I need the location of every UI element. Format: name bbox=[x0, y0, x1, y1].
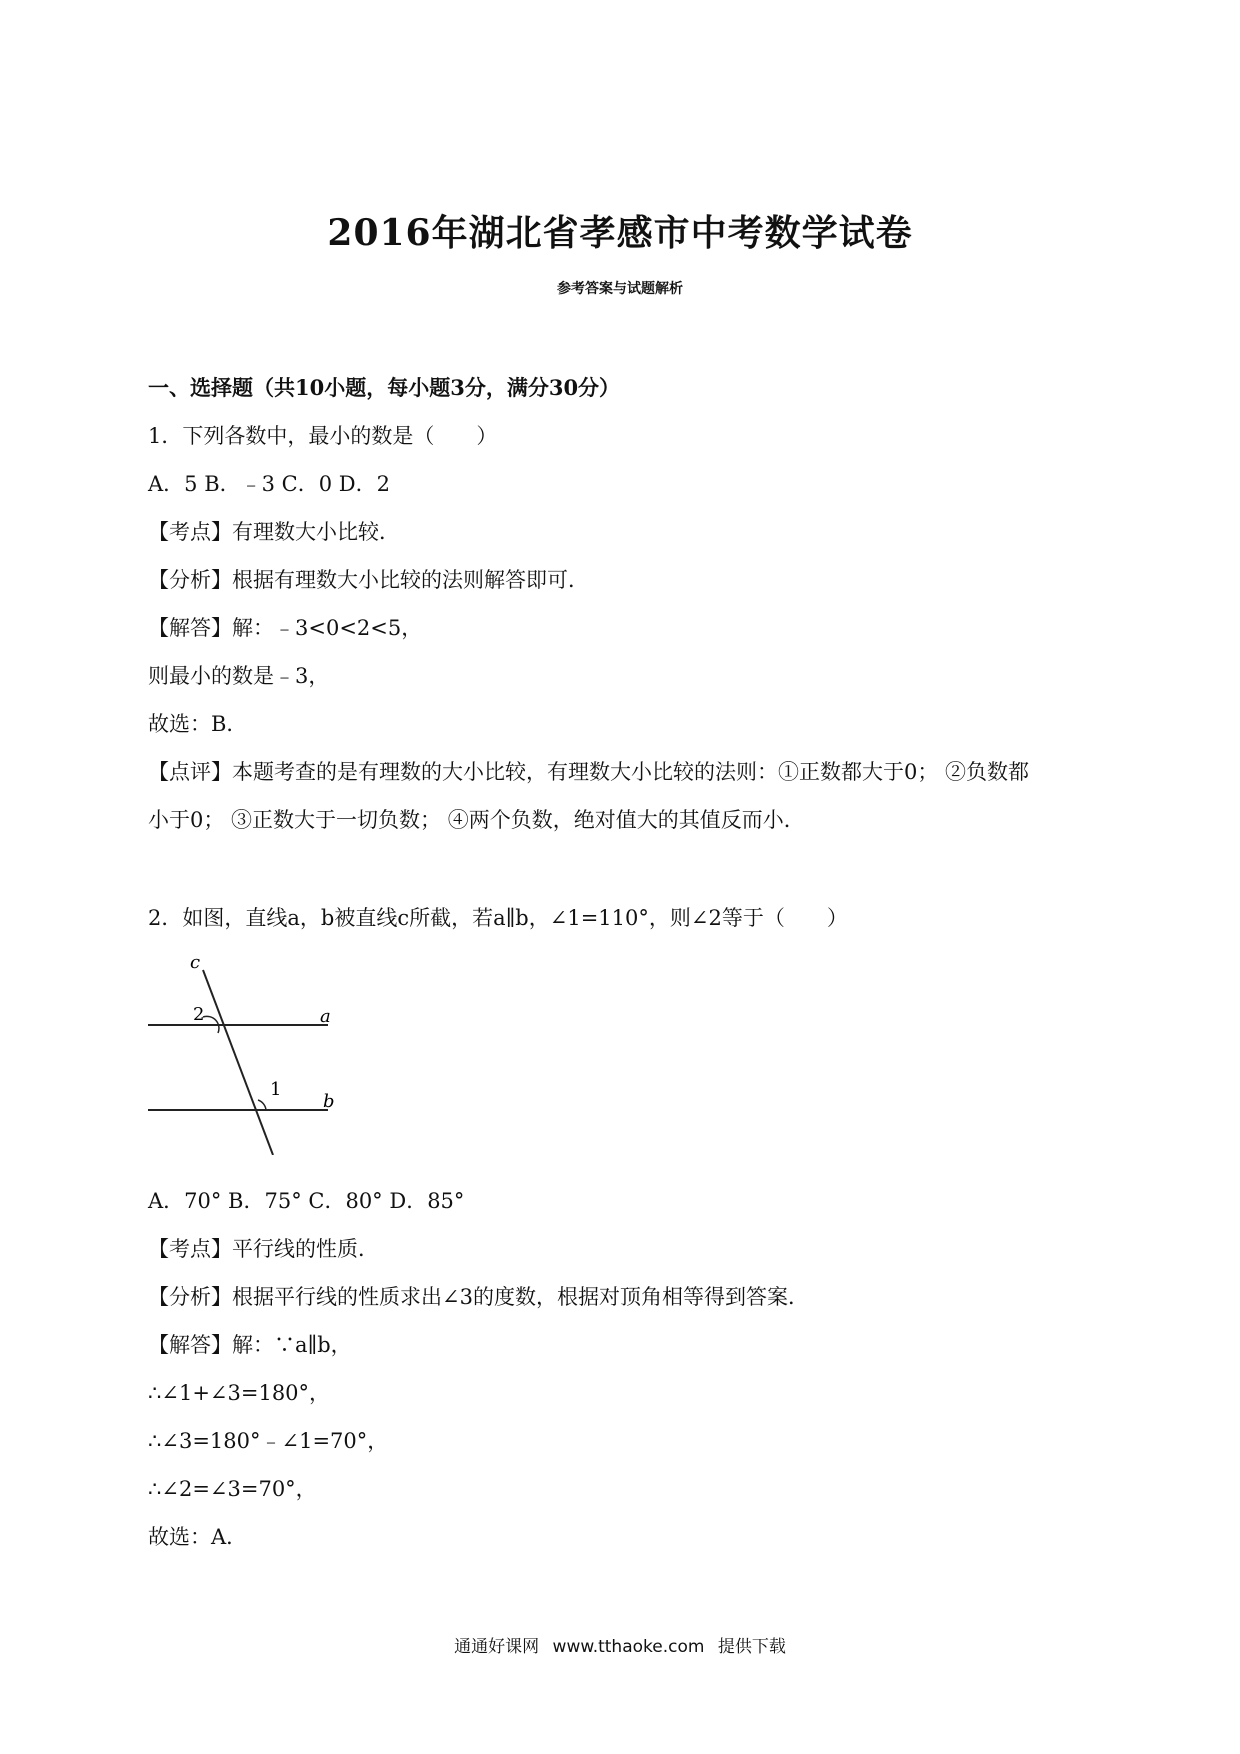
q2-kaodian: 【考点】平行线的性质． bbox=[148, 1237, 379, 1261]
q2-step1: ∴∠1+∠3=180°， bbox=[148, 1381, 331, 1405]
footer-site: 通通好课网 bbox=[454, 1637, 540, 1657]
q1-options: A．5 B．﹣3 C．0 D．2 bbox=[148, 472, 390, 496]
q1-jieda: 【解答】解：﹣3<0<2<5， bbox=[148, 616, 423, 640]
label-a: a bbox=[320, 1006, 331, 1027]
page-subtitle: 参考答案与试题解析 bbox=[557, 281, 683, 297]
q2-options: A．70° B．75° C．80° D．85° bbox=[148, 1189, 465, 1213]
q1-dianping-line2: 小于0； ③正数大于一切负数； ④两个负数，绝对值大的其值反而小． bbox=[148, 808, 805, 832]
q1-kaodian: 【考点】有理数大小比较． bbox=[148, 520, 400, 544]
q2-step2: ∴∠3=180°﹣∠1=70°， bbox=[148, 1429, 389, 1453]
line-c bbox=[203, 970, 273, 1155]
q1-choice: 故选：B． bbox=[148, 712, 248, 736]
angle-1-arc bbox=[258, 1100, 266, 1110]
parallel-lines-figure bbox=[148, 955, 348, 1155]
q2-stem: 2．如图，直线a，b被直线c所截，若a∥b，∠1=110°，则∠2等于（ ） bbox=[148, 906, 848, 930]
label-2: 2 bbox=[193, 1004, 205, 1025]
q1-fenxi: 【分析】根据有理数大小比较的法则解答即可． bbox=[148, 568, 589, 592]
footer-suffix: 提供下载 bbox=[717, 1637, 786, 1657]
section-heading: 一、选择题（共10小题，每小题3分，满分30分） bbox=[148, 375, 621, 400]
label-c: c bbox=[190, 955, 201, 973]
footer-url[interactable]: www.tthaoke.com bbox=[552, 1637, 705, 1657]
q1-dianping-line1: 【点评】本题考查的是有理数的大小比较，有理数大小比较的法则：①正数都大于0； ②负数都 bbox=[148, 760, 1030, 784]
page-title: 2016年湖北省孝感市中考数学试卷 bbox=[327, 212, 913, 254]
q2-choice: 故选：A． bbox=[148, 1525, 248, 1549]
label-1: 1 bbox=[270, 1079, 282, 1100]
q2-jieda: 【解答】解：∵a∥b， bbox=[148, 1333, 352, 1357]
q2-step3: ∴∠2=∠3=70°， bbox=[148, 1477, 317, 1501]
page-footer bbox=[0, 1632, 1240, 1657]
q1-step1: 则最小的数是﹣3， bbox=[148, 664, 330, 688]
q1-stem: 1．下列各数中，最小的数是（ ） bbox=[148, 424, 498, 448]
label-b: b bbox=[323, 1091, 335, 1112]
q2-fenxi: 【分析】根据平行线的性质求出∠3的度数，根据对顶角相等得到答案． bbox=[148, 1285, 809, 1309]
